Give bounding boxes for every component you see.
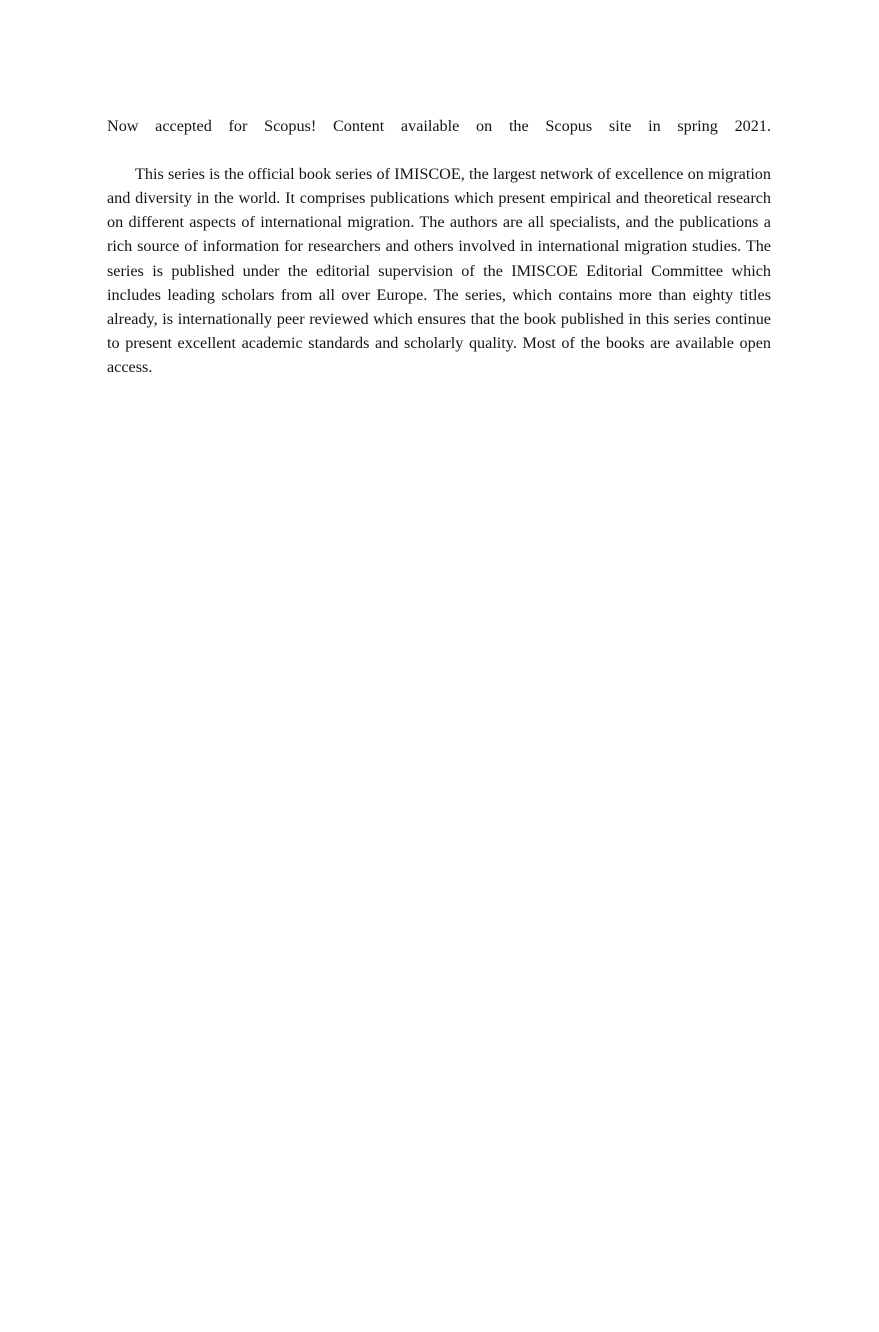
page-text-block <box>107 114 771 403</box>
paragraph-scopus-notice: Now accepted for Scopus! Content available on the Scopus site in spring 2021. <box>107 117 771 135</box>
paragraph-series-description: This series is the official book series of IMISCOE, the largest network of excellence on migration and diversity in the world. It comprises publications which present empirical and theoretical research on different aspects of international migration. The authors are all specialists, and the publications a rich source of information for researchers and others involved in international migration studies. The series is published under the editorial supervision of the IMISCOE Editorial Committee which includes leading scholars from all over Europe. The series, which contains more than eighty titles already, is internationally peer reviewed which ensures that the book published in this series continue to present excellent academic standards and scholarly quality. Most of the books are available open access. <box>107 165 771 376</box>
